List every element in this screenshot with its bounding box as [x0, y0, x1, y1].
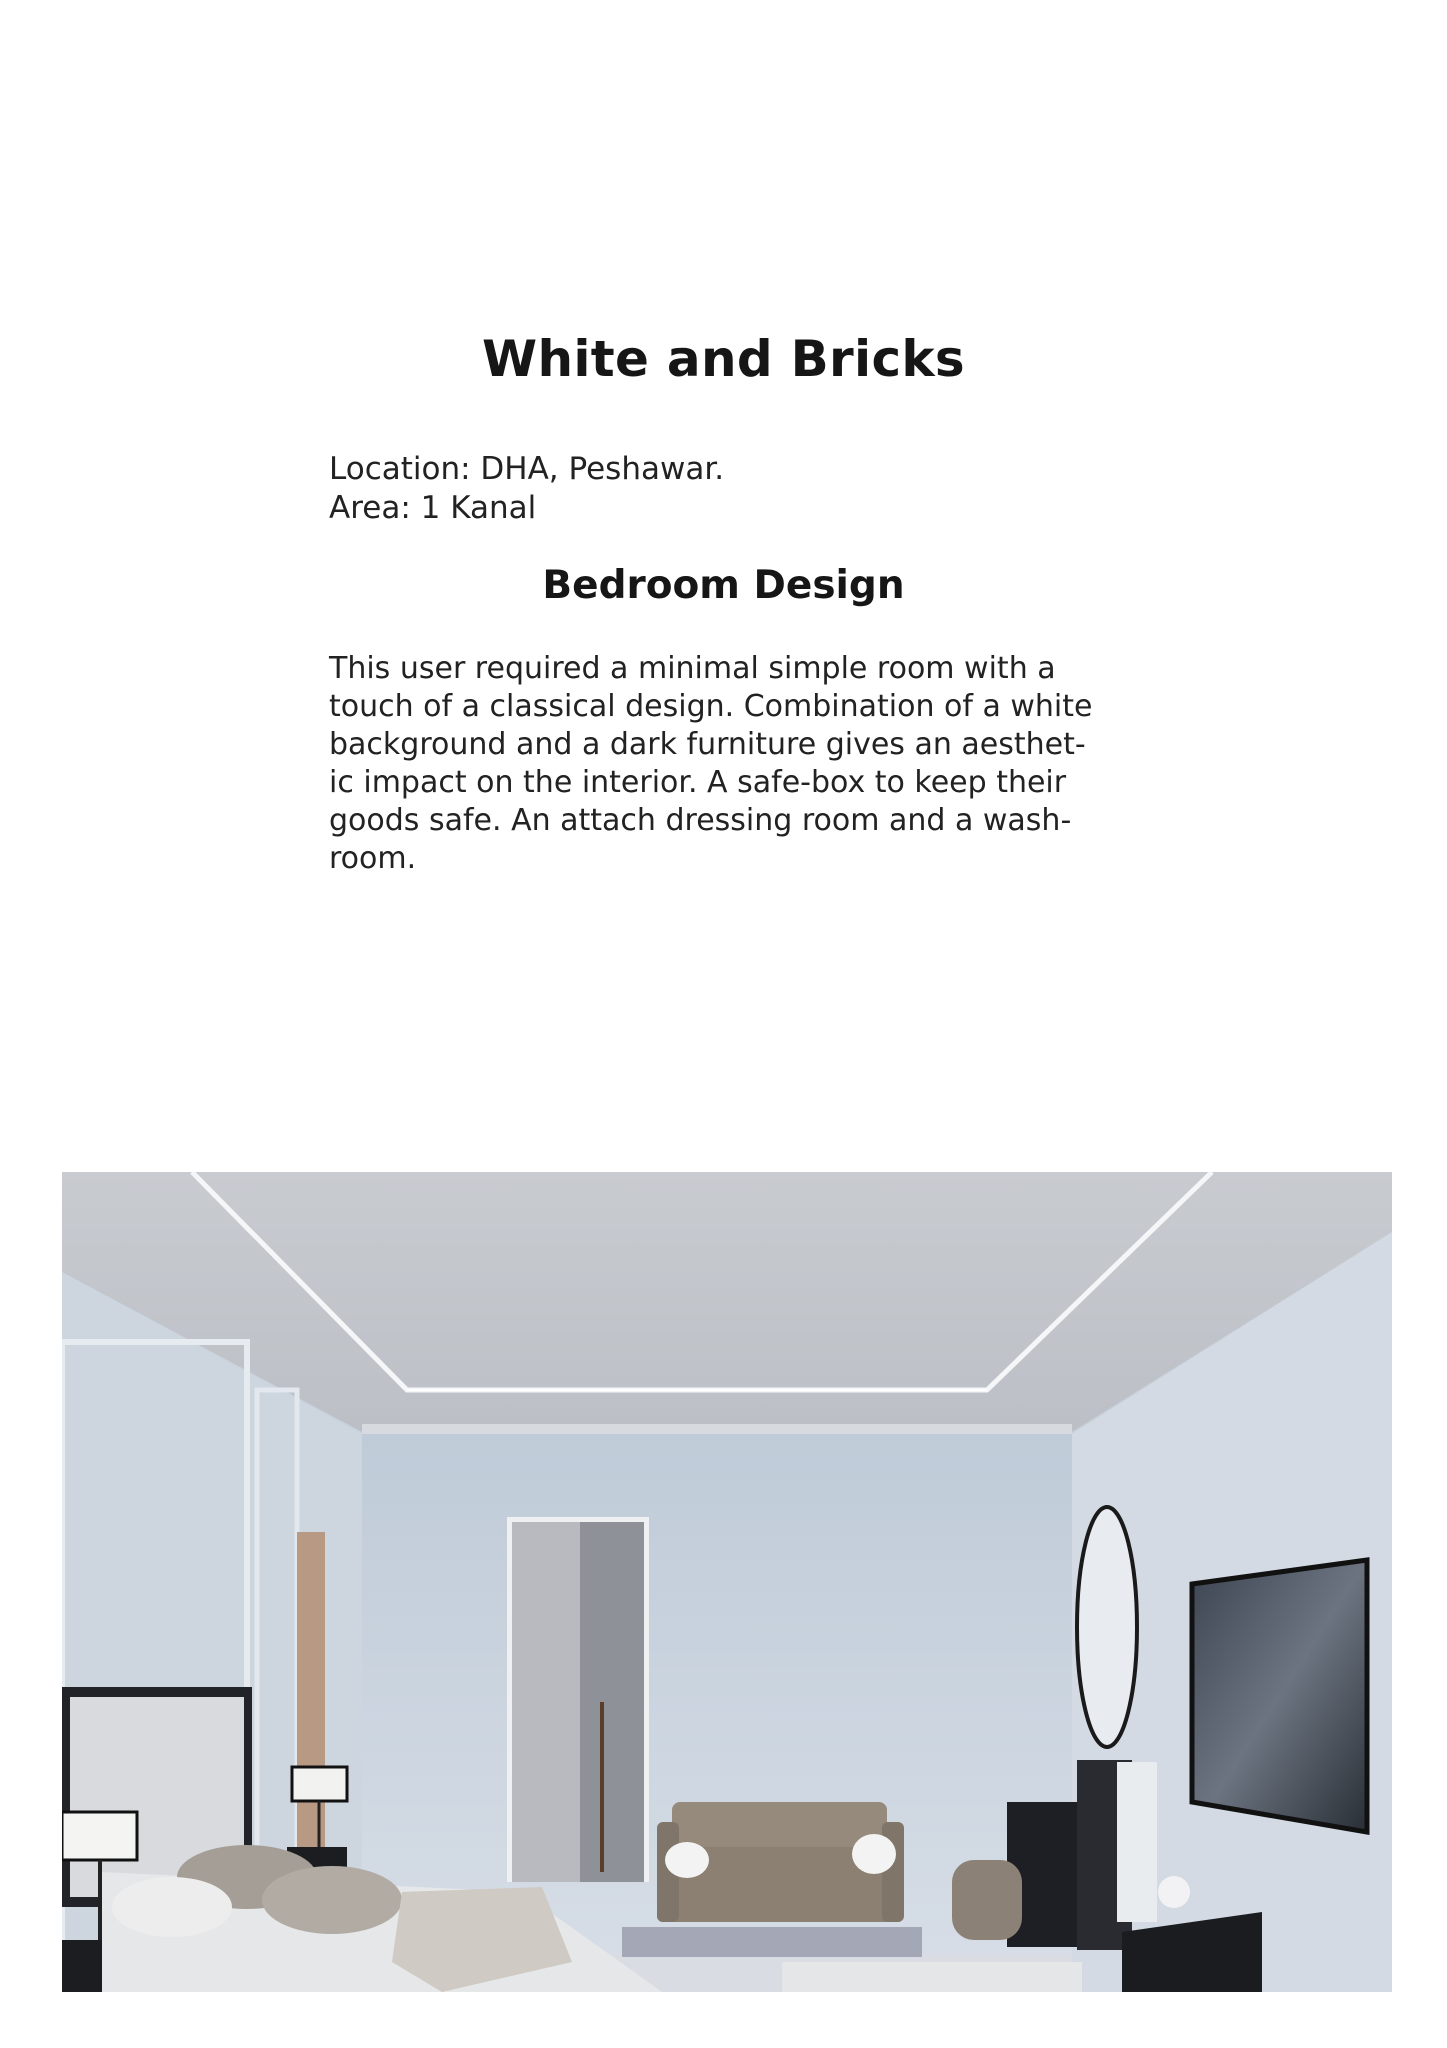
wardrobe [580, 1522, 644, 1882]
cushion [665, 1842, 709, 1878]
description-line: goods safe. An attach dressing room and a wash- [329, 803, 1072, 838]
description-line: This user required a minimal simple room with a [329, 651, 1056, 686]
project-location: Location: DHA, Peshawar. [329, 451, 725, 487]
orchid-plant [1158, 1876, 1190, 1908]
table-lamp [292, 1767, 347, 1801]
wall-tv [1192, 1560, 1367, 1832]
description-line: touch of a classical design. Combination of a white [329, 689, 1093, 724]
project-meta [329, 450, 724, 528]
stool [952, 1860, 1022, 1940]
description-line: ic impact on the interior. A safe-box to keep their [329, 765, 1067, 800]
foreground-bench [782, 1962, 1082, 1992]
section-description [329, 650, 1129, 878]
section-heading: Bedroom Design [542, 563, 905, 608]
oval-mirror [1077, 1507, 1137, 1747]
rug [622, 1927, 922, 1957]
bedroom-render-image [62, 1172, 1392, 1992]
project-area: Area: 1 Kanal [329, 490, 537, 526]
description-line: room. [329, 841, 417, 876]
table-lamp-left [62, 1812, 137, 1860]
project-title: White and Bricks [482, 330, 965, 388]
curtain [512, 1522, 580, 1882]
description-line: background and a dark furniture gives an aesthet- [329, 727, 1086, 762]
